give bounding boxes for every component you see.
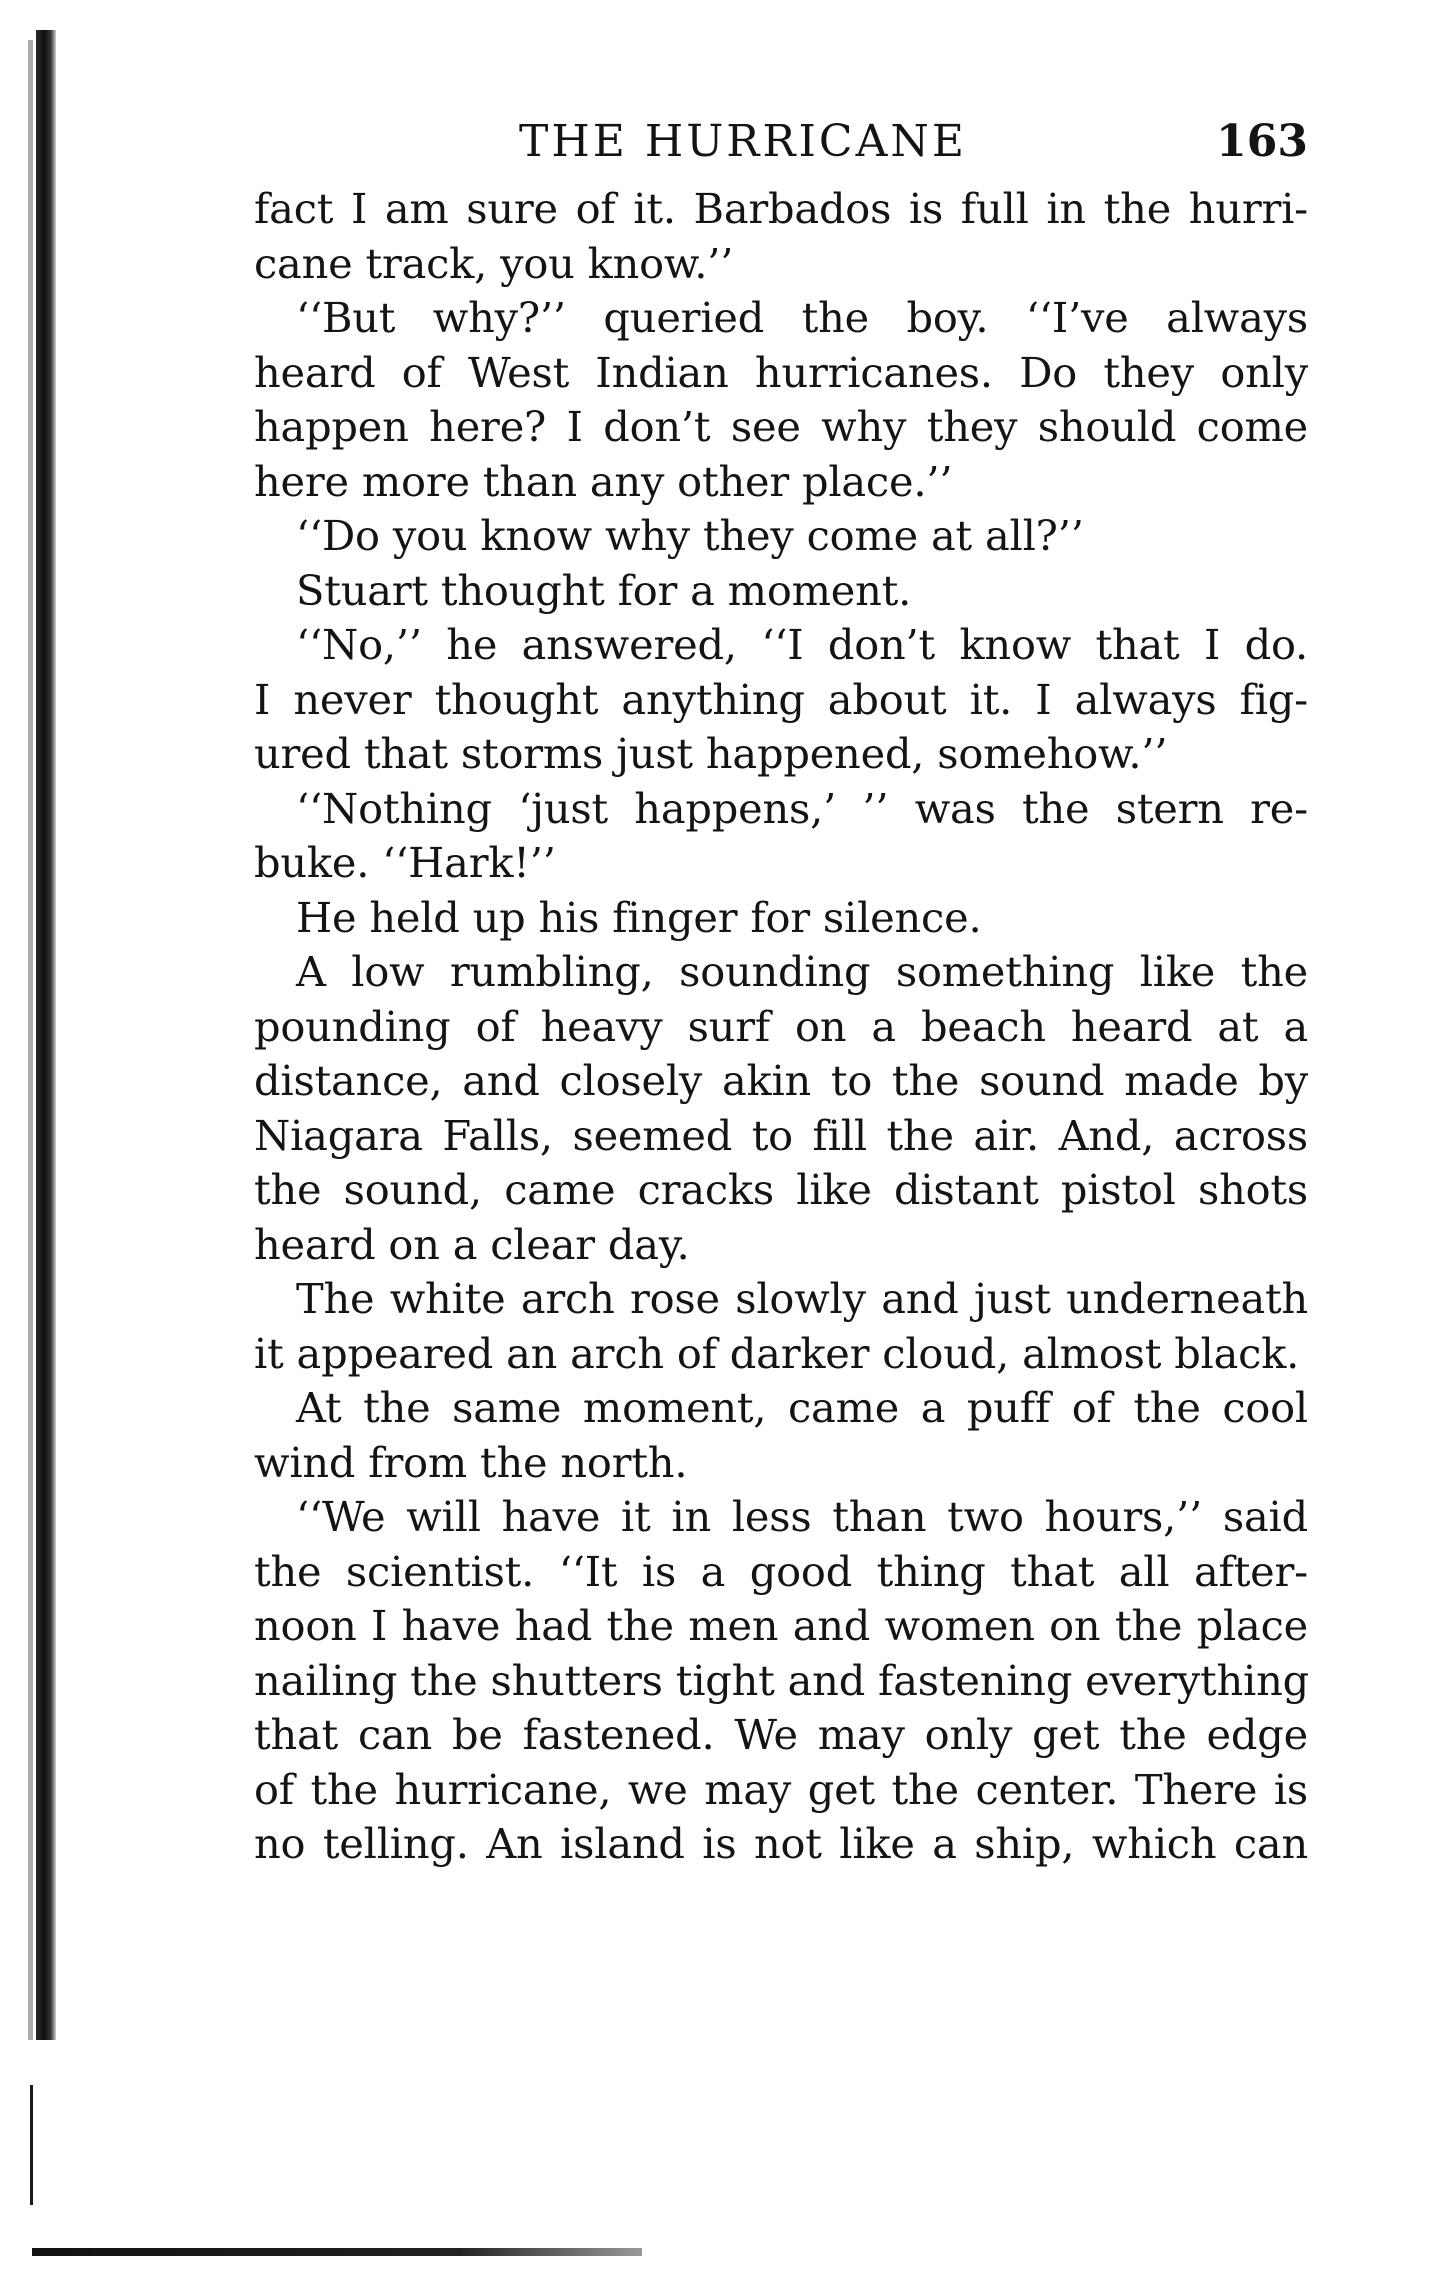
text-line: noon I have had the men and women on the place bbox=[254, 1601, 1308, 1650]
text-line: cane track, you know.’’ bbox=[254, 238, 734, 288]
text-line: Stuart thought for a moment. bbox=[296, 565, 912, 615]
text-line: pounding of heavy surf on a beach heard at a bbox=[254, 1001, 1308, 1051]
binding-shadow bbox=[28, 40, 33, 2040]
running-head bbox=[254, 110, 1308, 182]
text-line: The white arch rose slowly and just underneath bbox=[296, 1274, 1308, 1323]
text-line: fact I am sure of it. Barbados is full in the hurri- bbox=[254, 184, 1308, 233]
page-number: 163 bbox=[1216, 116, 1308, 167]
text-line: the sound, came cracks like distant pistol shots bbox=[254, 1165, 1308, 1214]
text-line: heard of West Indian hurricanes. Do they only bbox=[254, 347, 1308, 397]
text-line: ‘‘But why?’’ queried the boy. ‘‘I’ve always bbox=[296, 293, 1308, 342]
binding-mark bbox=[30, 2085, 33, 2205]
text-line: here more than any other place.’’ bbox=[254, 456, 953, 506]
text-line: distance, and closely akin to the sound made by bbox=[254, 1056, 1308, 1105]
body-text bbox=[254, 182, 1308, 1872]
text-line: the scientist. ‘‘It is a good thing that all after- bbox=[254, 1546, 1308, 1596]
book-page bbox=[254, 110, 1308, 1872]
text-line: buke. ‘‘Hark!’’ bbox=[254, 838, 556, 887]
text-line: ‘‘No,’’ he answered, ‘‘I don’t know that I do. bbox=[296, 620, 1308, 669]
text-line: ured that storms just happened, somehow.’’ bbox=[254, 729, 1168, 778]
text-line: A low rumbling, sounding something like the bbox=[296, 947, 1308, 996]
page-binding-edge bbox=[36, 30, 56, 2040]
text-line: heard on a clear day. bbox=[254, 1219, 690, 1269]
bottom-edge-rule bbox=[32, 2248, 642, 2256]
text-line: At the same moment, came a puff of the cool bbox=[296, 1383, 1308, 1432]
text-line: it appeared an arch of darker cloud, almost black. bbox=[254, 1328, 1300, 1378]
text-line: I never thought anything about it. I always fig- bbox=[254, 674, 1308, 724]
text-line: that can be fastened. We may only get the edge bbox=[254, 1710, 1308, 1759]
text-line: ‘‘Do you know why they come at all?’’ bbox=[296, 511, 1084, 560]
text-line: Niagara Falls, seemed to fill the air. And, across bbox=[254, 1110, 1308, 1160]
text-line: wind from the north. bbox=[254, 1437, 688, 1487]
text-line: of the hurricane, we may get the center. There is bbox=[254, 1764, 1308, 1814]
text-line: nailing the shutters tight and fastening everything bbox=[254, 1655, 1310, 1705]
text-line: He held up his finger for silence. bbox=[296, 892, 982, 942]
running-title: THE HURRICANE bbox=[519, 116, 967, 167]
text-line: ‘‘We will have it in less than two hours,’’ said bbox=[296, 1492, 1308, 1541]
text-line: no telling. An island is not like a ship, which can bbox=[254, 1819, 1308, 1868]
text-line: happen here? I don’t see why they should come bbox=[254, 402, 1308, 451]
text-line: ‘‘Nothing ‘just happens,’ ’’ was the stern re- bbox=[296, 783, 1308, 833]
